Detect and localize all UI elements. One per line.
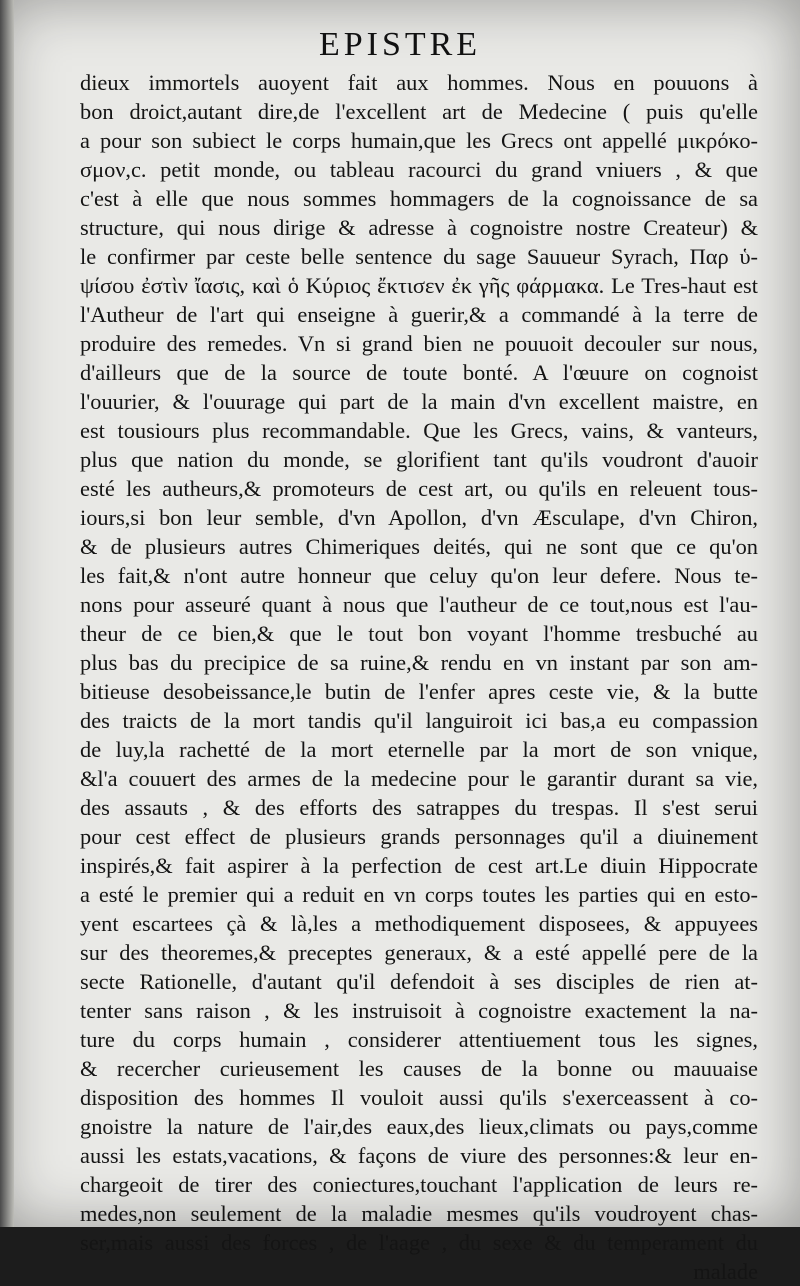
text-line: des assauts , & des efforts des satrappes du trespas. Il s'est serui (80, 795, 758, 820)
text-line: yent escartees çà & là,les a methodiquement disposees, & appuyees (80, 911, 758, 936)
text-line: les fait,& n'ont autre honneur que celuy qu'on leur defere. Nous te- (80, 563, 758, 588)
text-line: ser,mais aussi des forces , de l'aage , du sexe & du temperament du (80, 1230, 758, 1255)
text-line: des traicts de la mort tandis qu'il languiroit ici bas,a eu compassion (80, 708, 758, 733)
text-line: chargeoit de tirer des coniectures,touchant l'application de leurs re- (80, 1172, 758, 1197)
text-line: & de plusieurs autres Chimeriques deités, qui ne sont que ce qu'on (80, 534, 758, 559)
text-line: c'est à elle que nous sommes hommagers de la cognoissance de sa (80, 186, 758, 211)
text-line: gnoistre la nature de l'air,des eaux,des lieux,climats ou pays,comme (80, 1114, 758, 1139)
text-line: & recercher curieusement les causes de la bonne ou mauuaise (80, 1056, 758, 1081)
text-line: ψίσου ἐστὶν ἴασις, καὶ ὁ Κύριος ἔκτισεν ἐκ γῆς φάρμακα. Le Tres-haut est (80, 273, 758, 298)
text-line: pour cest effect de plusieurs grands personnages qu'il a diuinement (80, 824, 758, 849)
text-line: σμον,c. petit monde, ou tableau racourci du grand vniuers , & que (80, 157, 758, 182)
text-line: tenter sans raison , & les instruisoit à cognoistre exactement la na- (80, 998, 758, 1023)
text-line: bitieuse desobeissance,le butin de l'enfer apres ceste vie, & la butte (80, 679, 758, 704)
text-line: produire des remedes. Vn si grand bien ne pouuoit decouler sur nous, (80, 331, 758, 356)
text-line: nons pour asseuré quant à nous que l'autheur de ce tout,nous est l'au- (80, 592, 758, 617)
text-line: esté les autheurs,& promoteurs de cest art, ou qu'ils en releuent tous- (80, 476, 758, 501)
text-line: de luy,la rachetté de la mort eternelle par la mort de son vnique, (80, 737, 758, 762)
text-line: le confirmer par ceste belle sentence du sage Sauueur Syrach, Παρ ὑ- (80, 244, 758, 269)
text-line: est tousiours plus recommandable. Que les Grecs, vains, & vanteurs, (80, 418, 758, 443)
running-head: EPISTRE (318, 26, 482, 63)
text-line: medes,non seulement de la maladie mesmes qu'ils voudroyent chas- (80, 1201, 758, 1226)
text-line: sur des theoremes,& preceptes generaux, & a esté appellé pere de la (80, 940, 758, 965)
body-text (80, 68, 758, 1286)
text-line: secte Rationelle, d'autant qu'il defendoit à ses disciples de rien at- (80, 969, 758, 994)
text-line: ture du corps humain , considerer attentiuement tous les signes, (80, 1027, 758, 1052)
text-line: aussi les estats,vacations, & façons de viure des personnes:& leur en- (80, 1143, 758, 1168)
text-line: inspirés,& fait aspirer à la perfection de cest art.Le diuin Hippocrate (80, 853, 758, 878)
text-line: structure, qui nous dirige & adresse à cognoistre nostre Createur) & (80, 215, 758, 240)
text-line: iours,si bon leur semble, d'vn Apollon, d'vn Æsculape, d'vn Chiron, (80, 505, 758, 530)
text-line: bon droict,autant dire,de l'excellent art de Medecine ( puis qu'elle (80, 99, 758, 124)
text-line: a pour son subiect le corps humain,que les Grecs ont appellé μικρόκο- (80, 128, 758, 153)
text-line: &l'a couuert des armes de la medecine pour le garantir durant sa vie, (80, 766, 758, 791)
text-line: a esté le premier qui a reduit en vn corps toutes les parties qui en esto- (80, 882, 758, 907)
text-line: dieux immortels auoyent fait aux hommes. Nous en pouuons à (80, 70, 758, 95)
text-line: plus que nation du monde, se glorifient tant qu'ils voudront d'auoir (80, 447, 758, 472)
catchword: malade (693, 1259, 758, 1284)
text-line: plus bas du precipice de sa ruine,& rendu en vn instant par son am- (80, 650, 758, 675)
text-line: l'ouurier, & l'ouurage qui part de la main d'vn excellent maistre, en (80, 389, 758, 414)
text-line: theur de ce bien,& que le tout bon voyant l'homme tresbuché au (80, 621, 758, 646)
text-line: l'Autheur de l'art qui enseigne à guerir,& a commandé à la terre de (80, 302, 758, 327)
text-line: disposition des hommes Il vouloit aussi qu'ils s'exerceassent à co- (80, 1085, 758, 1110)
text-line: d'ailleurs que de la source de toute bonté. A l'œuure on cognoist (80, 360, 758, 385)
